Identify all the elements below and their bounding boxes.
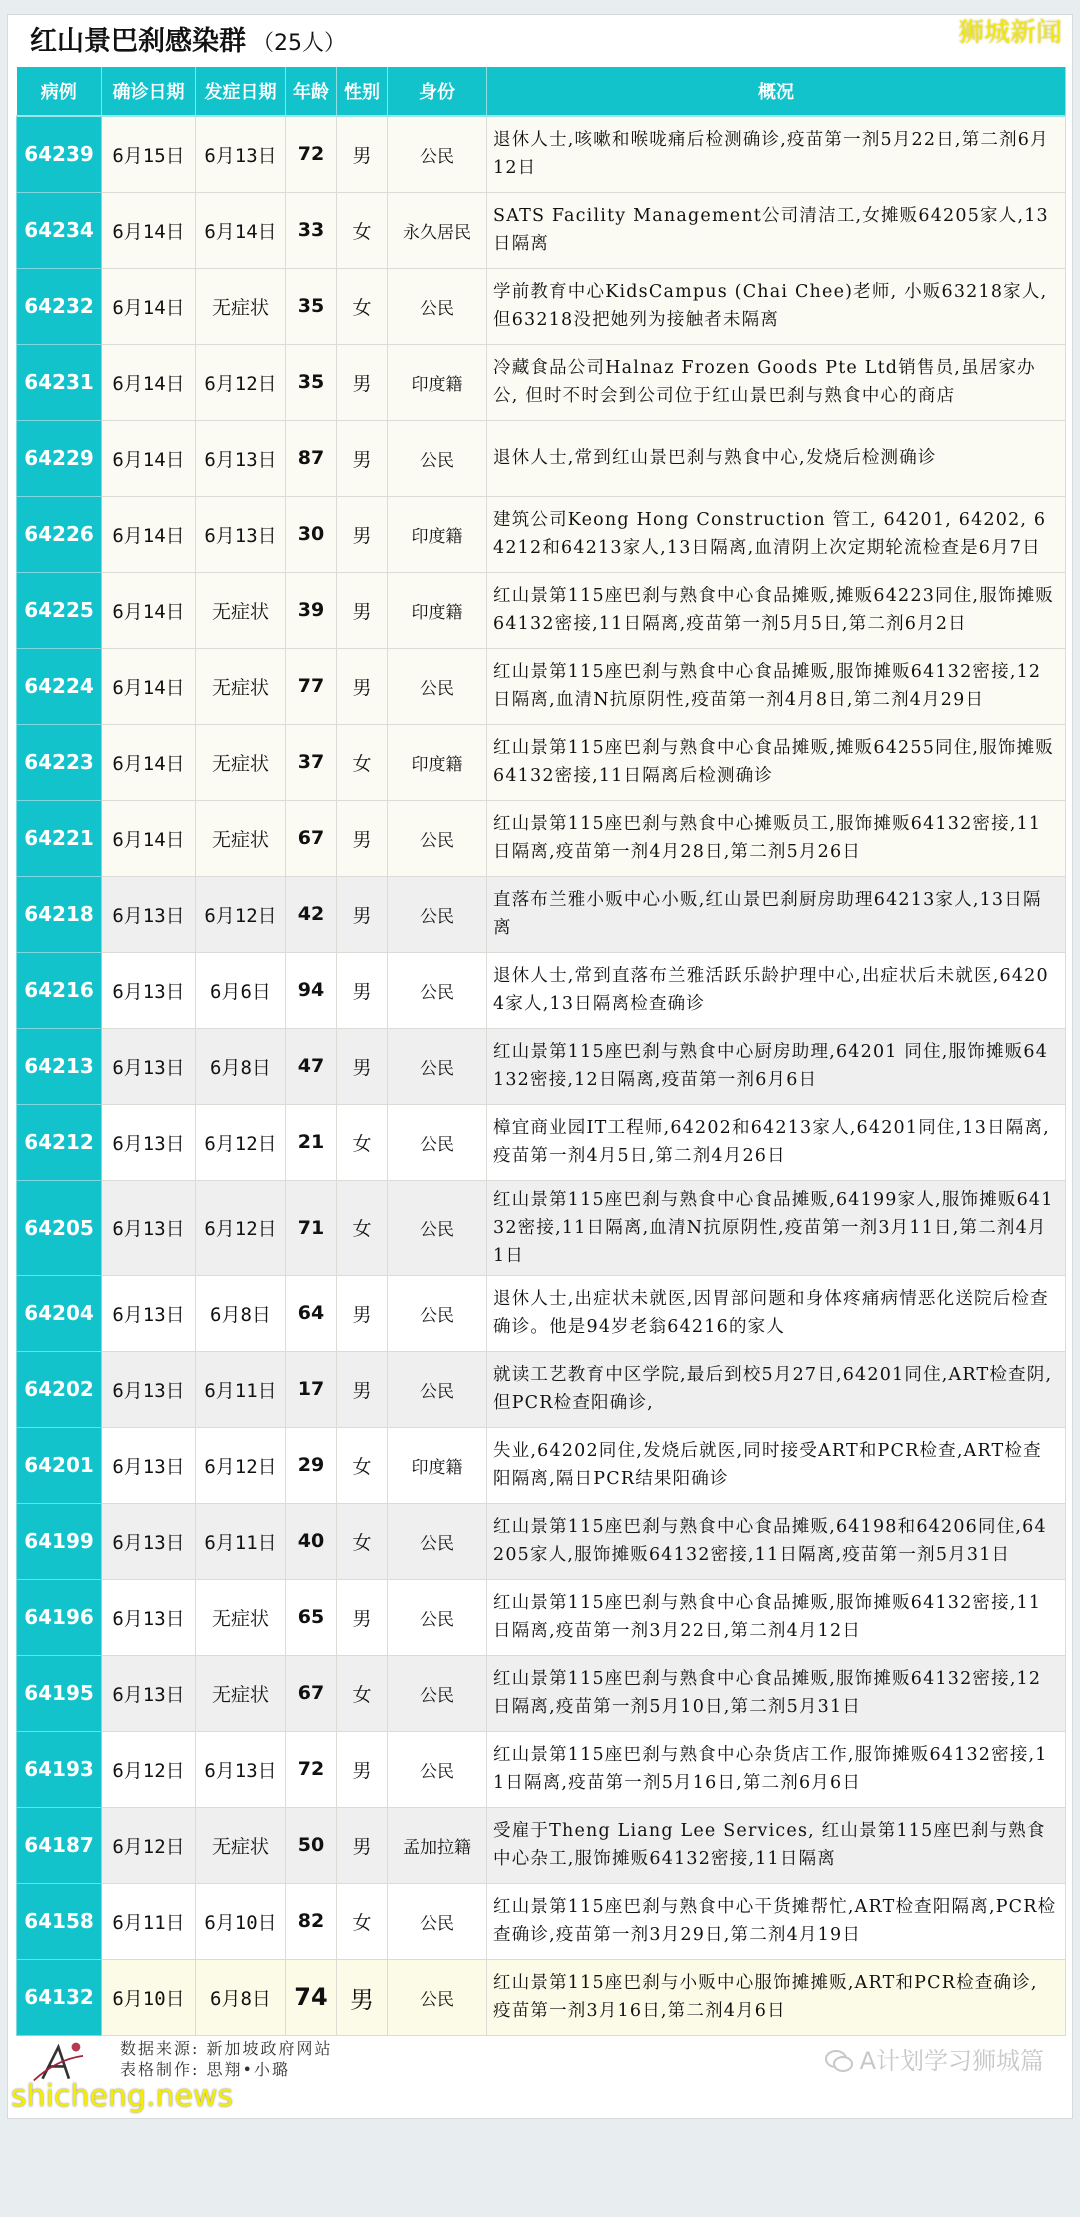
status-cell: 公民 xyxy=(388,1351,487,1427)
age-cell: 35 xyxy=(286,268,337,344)
age-cell: 72 xyxy=(286,116,337,192)
summary-cell: 直落布兰雅小贩中心小贩,红山景巴刹厨房助理64213家人,13日隔离 xyxy=(487,876,1066,952)
onset-date-cell: 6月8日 xyxy=(196,1028,286,1104)
case-id-cell: 64218 xyxy=(17,876,102,952)
summary-cell: 受雇于Theng Liang Lee Services, 红山景第115座巴刹与熟食中心杂工,服饰摊贩64132密接,11日隔离 xyxy=(487,1807,1066,1883)
age-cell: 17 xyxy=(286,1351,337,1427)
status-cell: 公民 xyxy=(388,1883,487,1959)
case-id-cell: 64234 xyxy=(17,192,102,268)
onset-date-cell: 6月11日 xyxy=(196,1503,286,1579)
onset-date-cell: 无症状 xyxy=(196,724,286,800)
case-id-cell: 64202 xyxy=(17,1351,102,1427)
onset-date-cell: 无症状 xyxy=(196,572,286,648)
confirmed-date-cell: 6月13日 xyxy=(102,1503,196,1579)
age-cell: 82 xyxy=(286,1883,337,1959)
summary-cell: 红山景第115座巴刹与熟食中心厨房助理,64201 同住,服饰摊贩64132密接,12日隔离,疫苗第一剂6月6日 xyxy=(487,1028,1066,1104)
confirmed-date-cell: 6月10日 xyxy=(102,1959,196,2035)
summary-cell: 红山景第115座巴刹与熟食中心食品摊贩,摊贩64255同住,服饰摊贩64132密接,11日隔离后检测确诊 xyxy=(487,724,1066,800)
onset-date-cell: 6月6日 xyxy=(196,952,286,1028)
confirmed-date-cell: 6月14日 xyxy=(102,724,196,800)
confirmed-date-cell: 6月14日 xyxy=(102,192,196,268)
summary-cell: 学前教育中心KidsCampus (Chai Chee)老师, 小贩63218家人,但63218没把她列为接触者未隔离 xyxy=(487,268,1066,344)
sex-cell: 男 xyxy=(337,1579,388,1655)
age-cell: 50 xyxy=(286,1807,337,1883)
page-title xyxy=(30,25,346,61)
age-cell: 40 xyxy=(286,1503,337,1579)
age-cell: 64 xyxy=(286,1275,337,1351)
age-cell: 37 xyxy=(286,724,337,800)
age-cell: 30 xyxy=(286,496,337,572)
confirmed-date-cell: 6月14日 xyxy=(102,572,196,648)
summary-cell: 樟宜商业园IT工程师,64202和64213家人,64201同住,13日隔离,疫苗第一剂4月5日,第二剂4月26日 xyxy=(487,1104,1066,1180)
sex-cell: 女 xyxy=(337,1503,388,1579)
case-id-cell: 64225 xyxy=(17,572,102,648)
status-cell: 公民 xyxy=(388,268,487,344)
summary-cell: 就读工艺教育中区学院,最后到校5月27日,64201同住,ART检查阴,但PCR检查阳确诊, xyxy=(487,1351,1066,1427)
site-watermark: shicheng.news xyxy=(11,2078,234,2114)
confirmed-date-cell: 6月14日 xyxy=(102,420,196,496)
table-row xyxy=(17,1655,1066,1731)
confirmed-date-cell: 6月14日 xyxy=(102,800,196,876)
confirmed-date-cell: 6月12日 xyxy=(102,1807,196,1883)
status-cell: 公民 xyxy=(388,1655,487,1731)
age-cell: 74 xyxy=(286,1959,337,2035)
table-row xyxy=(17,1807,1066,1883)
sex-cell: 男 xyxy=(337,420,388,496)
summary-cell: 退休人士,常到直落布兰雅活跃乐龄护理中心,出症状后未就医,64204家人,13日隔离检查确诊 xyxy=(487,952,1066,1028)
col-case-id: 病例 xyxy=(17,67,102,116)
case-id-cell: 64201 xyxy=(17,1427,102,1503)
table-row xyxy=(17,1579,1066,1655)
footer xyxy=(8,2036,1072,2114)
summary-cell: 红山景第115座巴刹与熟食中心食品摊贩,服饰摊贩64132密接,11日隔离,疫苗第一剂3月22日,第二剂4月12日 xyxy=(487,1579,1066,1655)
sex-cell: 男 xyxy=(337,648,388,724)
credits xyxy=(120,2038,333,2080)
sex-cell: 男 xyxy=(337,876,388,952)
sex-cell: 女 xyxy=(337,1655,388,1731)
summary-cell: 红山景第115座巴刹与熟食中心食品摊贩,64198和64206同住,64205家人,服饰摊贩64132密接,11日隔离,疫苗第一剂5月31日 xyxy=(487,1503,1066,1579)
table-row xyxy=(17,192,1066,268)
status-cell: 公民 xyxy=(388,648,487,724)
summary-cell: 退休人士,咳嗽和喉咙痛后检测确诊,疫苗第一剂5月22日,第二剂6月12日 xyxy=(487,116,1066,192)
case-id-cell: 64216 xyxy=(17,952,102,1028)
onset-date-cell: 6月12日 xyxy=(196,876,286,952)
case-id-cell: 64205 xyxy=(17,1180,102,1275)
table-row xyxy=(17,1028,1066,1104)
confirmed-date-cell: 6月13日 xyxy=(102,1427,196,1503)
table-row xyxy=(17,724,1066,800)
sex-cell: 女 xyxy=(337,192,388,268)
onset-date-cell: 6月12日 xyxy=(196,1180,286,1275)
table-row xyxy=(17,572,1066,648)
col-sex: 性别 xyxy=(337,67,388,116)
age-cell: 42 xyxy=(286,876,337,952)
onset-date-cell: 6月13日 xyxy=(196,1731,286,1807)
summary-cell: 红山景第115座巴刹与熟食中心杂货店工作,服饰摊贩64132密接,11日隔离,疫苗第一剂5月16日,第二剂6月6日 xyxy=(487,1731,1066,1807)
sex-cell: 男 xyxy=(337,572,388,648)
status-cell: 公民 xyxy=(388,1579,487,1655)
onset-date-cell: 6月11日 xyxy=(196,1351,286,1427)
confirmed-date-cell: 6月12日 xyxy=(102,1731,196,1807)
sex-cell: 男 xyxy=(337,952,388,1028)
a-plan-logo-icon xyxy=(26,2040,96,2084)
case-id-cell: 64132 xyxy=(17,1959,102,2035)
summary-cell: 红山景第115座巴刹与熟食中心食品摊贩,服饰摊贩64132密接,12日隔离,血清N抗原阴性,疫苗第一剂4月8日,第二剂4月29日 xyxy=(487,648,1066,724)
col-summary: 概况 xyxy=(487,67,1066,116)
table-row xyxy=(17,1351,1066,1427)
table-row xyxy=(17,420,1066,496)
sex-cell: 女 xyxy=(337,1427,388,1503)
age-cell: 67 xyxy=(286,1655,337,1731)
onset-date-cell: 无症状 xyxy=(196,268,286,344)
table-row xyxy=(17,268,1066,344)
case-id-cell: 64213 xyxy=(17,1028,102,1104)
case-id-cell: 64204 xyxy=(17,1275,102,1351)
table-row xyxy=(17,344,1066,420)
table-row xyxy=(17,116,1066,192)
col-age: 年龄 xyxy=(286,67,337,116)
sex-cell: 女 xyxy=(337,1180,388,1275)
table-row xyxy=(17,1883,1066,1959)
table-row xyxy=(17,1427,1066,1503)
table-row xyxy=(17,1503,1066,1579)
sex-cell: 女 xyxy=(337,724,388,800)
sex-cell: 男 xyxy=(337,1351,388,1427)
table-header xyxy=(17,67,1066,116)
case-id-cell: 64196 xyxy=(17,1579,102,1655)
col-onset-date: 发症日期 xyxy=(196,67,286,116)
status-cell: 印度籍 xyxy=(388,572,487,648)
status-cell: 公民 xyxy=(388,1180,487,1275)
status-cell: 公民 xyxy=(388,876,487,952)
confirmed-date-cell: 6月13日 xyxy=(102,1579,196,1655)
status-cell: 印度籍 xyxy=(388,496,487,572)
confirmed-date-cell: 6月13日 xyxy=(102,1275,196,1351)
sex-cell: 女 xyxy=(337,268,388,344)
status-cell: 公民 xyxy=(388,116,487,192)
onset-date-cell: 6月12日 xyxy=(196,1104,286,1180)
title-bar xyxy=(8,15,1072,67)
table-row xyxy=(17,1959,1066,2035)
confirmed-date-cell: 6月13日 xyxy=(102,952,196,1028)
status-cell: 公民 xyxy=(388,1731,487,1807)
wechat-name: A计划学习狮城篇 xyxy=(859,2046,1044,2075)
onset-date-cell: 无症状 xyxy=(196,1655,286,1731)
summary-cell: SATS Facility Management公司清洁工,女摊贩64205家人,13日隔离 xyxy=(487,192,1066,268)
onset-date-cell: 无症状 xyxy=(196,648,286,724)
table-row xyxy=(17,800,1066,876)
age-cell: 87 xyxy=(286,420,337,496)
confirmed-date-cell: 6月14日 xyxy=(102,268,196,344)
age-cell: 72 xyxy=(286,1731,337,1807)
age-cell: 94 xyxy=(286,952,337,1028)
case-id-cell: 64199 xyxy=(17,1503,102,1579)
confirmed-date-cell: 6月15日 xyxy=(102,116,196,192)
status-cell: 公民 xyxy=(388,952,487,1028)
status-cell: 公民 xyxy=(388,800,487,876)
table-row xyxy=(17,1180,1066,1275)
sex-cell: 男 xyxy=(337,1959,388,2035)
source-value: 新加坡政府网站 xyxy=(206,2038,333,2058)
age-cell: 65 xyxy=(286,1579,337,1655)
summary-cell: 冷藏食品公司Halnaz Frozen Goods Pte Ltd销售员,虽居家办公, 但时不时会到公司位于红山景巴刹与熟食中心的商店 xyxy=(487,344,1066,420)
sex-cell: 男 xyxy=(337,1731,388,1807)
wechat-account xyxy=(824,2046,1044,2076)
col-status: 身份 xyxy=(388,67,487,116)
confirmed-date-cell: 6月14日 xyxy=(102,496,196,572)
case-id-cell: 64224 xyxy=(17,648,102,724)
case-id-cell: 64226 xyxy=(17,496,102,572)
summary-cell: 退休人士,出症状未就医,因胃部问题和身体疼痛病情恶化送院后检查确诊。他是94岁老翁64216的家人 xyxy=(487,1275,1066,1351)
summary-cell: 失业,64202同住,发烧后就医,同时接受ART和PCR检查,ART检查阳隔离,隔日PCR结果阳确诊 xyxy=(487,1427,1066,1503)
onset-date-cell: 6月8日 xyxy=(196,1275,286,1351)
table-row xyxy=(17,1731,1066,1807)
case-id-cell: 64187 xyxy=(17,1807,102,1883)
summary-cell: 红山景第115座巴刹与熟食中心食品摊贩,64199家人,服饰摊贩64132密接,11日隔离,血清N抗原阴性,疫苗第一剂3月11日,第二剂4月1日 xyxy=(487,1180,1066,1275)
sex-cell: 男 xyxy=(337,1807,388,1883)
onset-date-cell: 无症状 xyxy=(196,1807,286,1883)
table-card xyxy=(7,14,1073,2119)
confirmed-date-cell: 6月13日 xyxy=(102,1028,196,1104)
case-id-cell: 64239 xyxy=(17,116,102,192)
confirmed-date-cell: 6月14日 xyxy=(102,344,196,420)
confirmed-date-cell: 6月11日 xyxy=(102,1883,196,1959)
sex-cell: 男 xyxy=(337,496,388,572)
sex-cell: 男 xyxy=(337,800,388,876)
status-cell: 公民 xyxy=(388,1959,487,2035)
age-cell: 33 xyxy=(286,192,337,268)
onset-date-cell: 无症状 xyxy=(196,1579,286,1655)
onset-date-cell: 6月12日 xyxy=(196,344,286,420)
status-cell: 公民 xyxy=(388,1275,487,1351)
status-cell: 公民 xyxy=(388,420,487,496)
maker-value: 思翔•小璐 xyxy=(206,2059,290,2079)
case-id-cell: 64195 xyxy=(17,1655,102,1731)
case-id-cell: 64223 xyxy=(17,724,102,800)
status-cell: 公民 xyxy=(388,1028,487,1104)
table-row xyxy=(17,1104,1066,1180)
case-id-cell: 64212 xyxy=(17,1104,102,1180)
onset-date-cell: 6月13日 xyxy=(196,420,286,496)
case-id-cell: 64158 xyxy=(17,1883,102,1959)
wechat-icon xyxy=(824,2048,854,2074)
sex-cell: 男 xyxy=(337,1028,388,1104)
confirmed-date-cell: 6月13日 xyxy=(102,1351,196,1427)
confirmed-date-cell: 6月13日 xyxy=(102,1104,196,1180)
onset-date-cell: 6月8日 xyxy=(196,1959,286,2035)
onset-date-cell: 6月13日 xyxy=(196,116,286,192)
case-id-cell: 64231 xyxy=(17,344,102,420)
case-id-cell: 64232 xyxy=(17,268,102,344)
onset-date-cell: 6月10日 xyxy=(196,1883,286,1959)
sex-cell: 男 xyxy=(337,344,388,420)
maker-label: 表格制作: xyxy=(120,2059,200,2079)
onset-date-cell: 6月14日 xyxy=(196,192,286,268)
table-row xyxy=(17,1275,1066,1351)
case-id-cell: 64229 xyxy=(17,420,102,496)
summary-cell: 红山景第115座巴刹与熟食中心摊贩员工,服饰摊贩64132密接,11日隔离,疫苗第一剂4月28日,第二剂5月26日 xyxy=(487,800,1066,876)
age-cell: 21 xyxy=(286,1104,337,1180)
table-row xyxy=(17,496,1066,572)
title-text: 红山景巴刹感染群 xyxy=(30,26,246,57)
sex-cell: 男 xyxy=(337,116,388,192)
case-id-cell: 64221 xyxy=(17,800,102,876)
sex-cell: 女 xyxy=(337,1104,388,1180)
age-cell: 71 xyxy=(286,1180,337,1275)
summary-cell: 红山景第115座巴刹与熟食中心食品摊贩,服饰摊贩64132密接,12日隔离,疫苗第一剂5月10日,第二剂5月31日 xyxy=(487,1655,1066,1731)
col-confirmed-date: 确诊日期 xyxy=(102,67,196,116)
cases-table xyxy=(16,67,1066,2036)
status-cell: 公民 xyxy=(388,1503,487,1579)
table-row xyxy=(17,648,1066,724)
summary-cell: 建筑公司Keong Hong Construction 管工, 64201, 64202, 64212和64213家人,13日隔离,血清阴上次定期轮流检查是6月7日 xyxy=(487,496,1066,572)
onset-date-cell: 无症状 xyxy=(196,800,286,876)
table-row xyxy=(17,952,1066,1028)
brand-logo-text: 狮城新闻 xyxy=(957,18,1062,48)
table-row xyxy=(17,876,1066,952)
age-cell: 35 xyxy=(286,344,337,420)
status-cell: 孟加拉籍 xyxy=(388,1807,487,1883)
status-cell: 永久居民 xyxy=(388,192,487,268)
summary-cell: 红山景第115座巴刹与小贩中心服饰摊摊贩,ART和PCR检查确诊, 疫苗第一剂3月16日,第二剂4月6日 xyxy=(487,1959,1066,2035)
age-cell: 77 xyxy=(286,648,337,724)
age-cell: 39 xyxy=(286,572,337,648)
case-count: （25人） xyxy=(252,31,346,56)
confirmed-date-cell: 6月13日 xyxy=(102,1180,196,1275)
confirmed-date-cell: 6月13日 xyxy=(102,1655,196,1731)
sex-cell: 女 xyxy=(337,1883,388,1959)
status-cell: 公民 xyxy=(388,1104,487,1180)
onset-date-cell: 6月13日 xyxy=(196,496,286,572)
confirmed-date-cell: 6月13日 xyxy=(102,876,196,952)
age-cell: 67 xyxy=(286,800,337,876)
status-cell: 印度籍 xyxy=(388,1427,487,1503)
summary-cell: 红山景第115座巴刹与熟食中心干货摊帮忙,ART检查阳隔离,PCR检查确诊,疫苗第一剂3月29日,第二剂4月19日 xyxy=(487,1883,1066,1959)
age-cell: 47 xyxy=(286,1028,337,1104)
status-cell: 印度籍 xyxy=(388,724,487,800)
summary-cell: 退休人士,常到红山景巴刹与熟食中心,发烧后检测确诊 xyxy=(487,420,1066,496)
onset-date-cell: 6月12日 xyxy=(196,1427,286,1503)
status-cell: 印度籍 xyxy=(388,344,487,420)
age-cell: 29 xyxy=(286,1427,337,1503)
summary-cell: 红山景第115座巴刹与熟食中心食品摊贩,摊贩64223同住,服饰摊贩64132密接,11日隔离,疫苗第一剂5月5日,第二剂6月2日 xyxy=(487,572,1066,648)
source-label: 数据来源: xyxy=(120,2038,200,2058)
case-id-cell: 64193 xyxy=(17,1731,102,1807)
confirmed-date-cell: 6月14日 xyxy=(102,648,196,724)
sex-cell: 男 xyxy=(337,1275,388,1351)
